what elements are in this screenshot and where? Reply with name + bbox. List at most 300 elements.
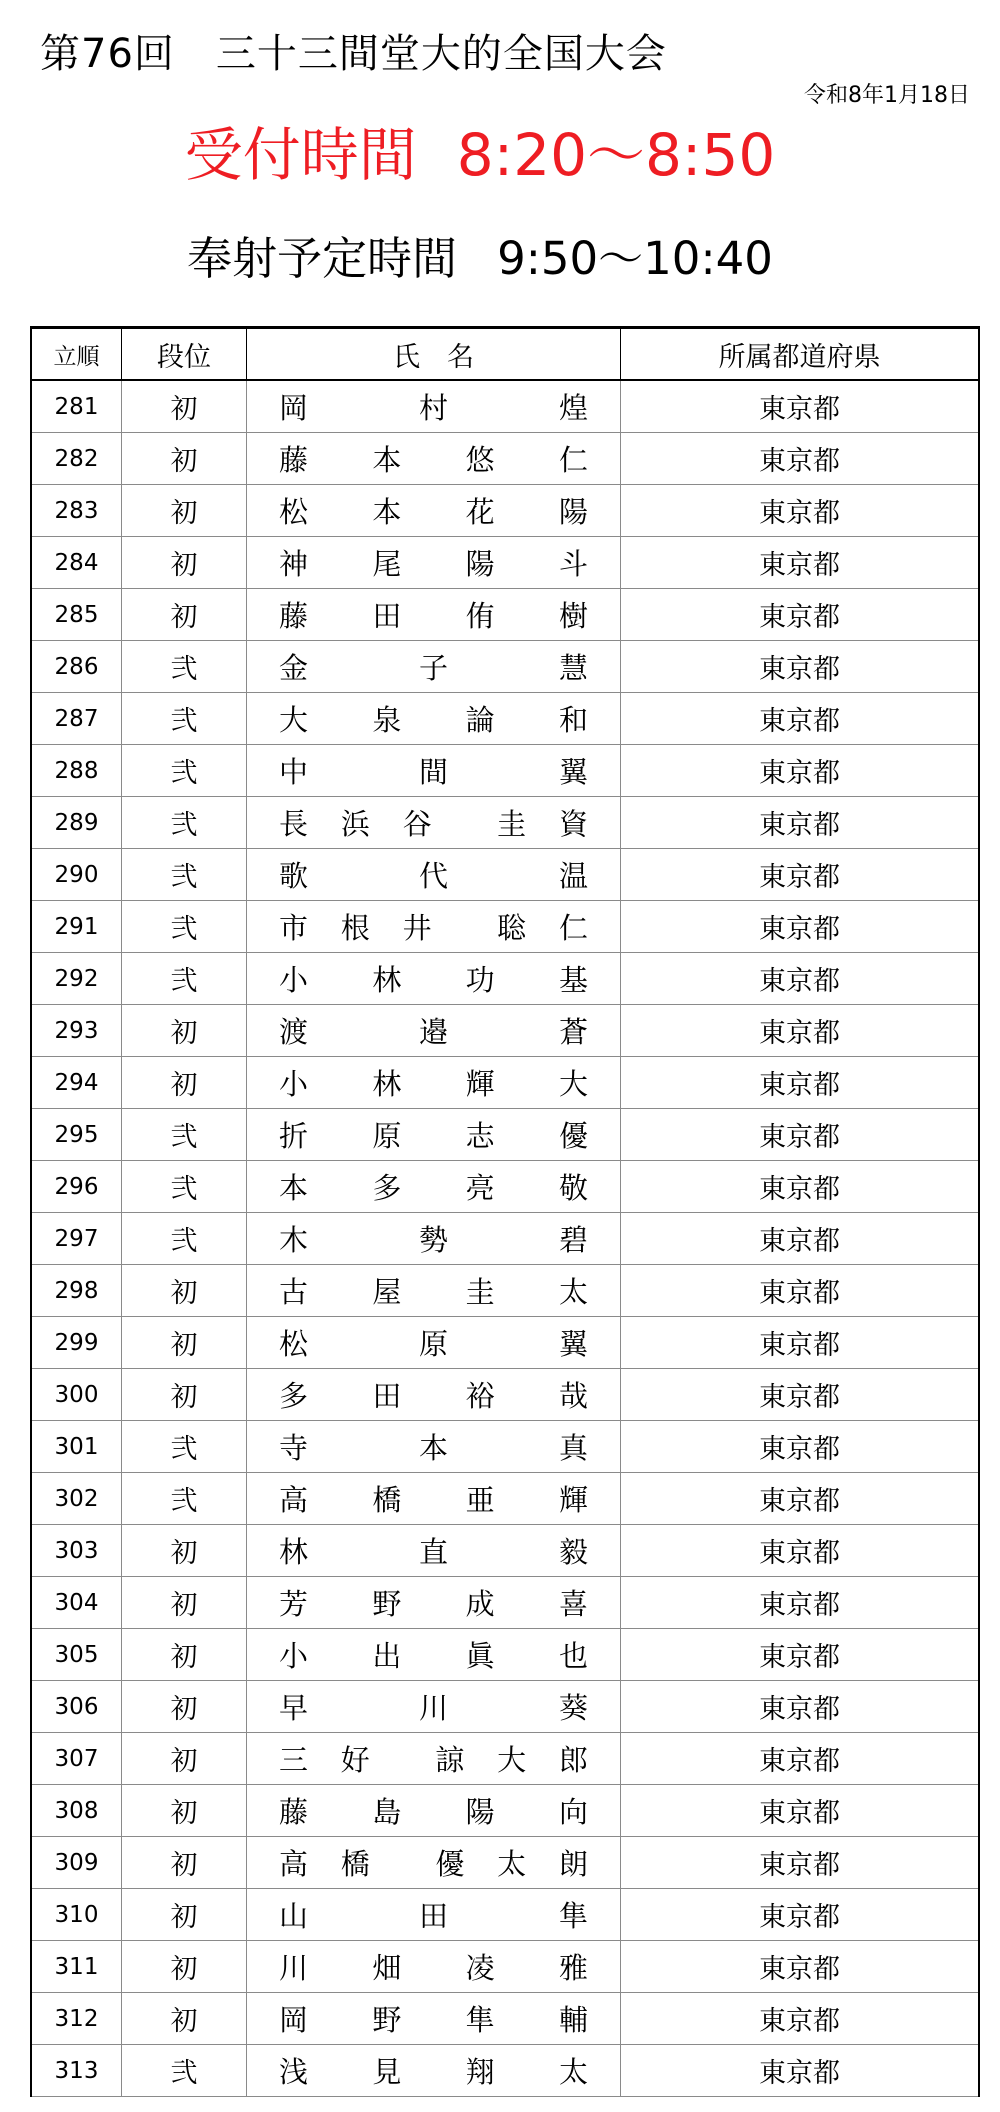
name-character: 金 (279, 651, 309, 685)
name-characters (279, 1421, 588, 1472)
name-cell (247, 589, 621, 641)
order-number-cell: 285 (31, 589, 122, 641)
name-cell (247, 1577, 621, 1629)
name-character: 樹 (558, 599, 588, 633)
participant-table (30, 326, 980, 2097)
prefecture-cell: 東京都 (621, 849, 980, 901)
name-character: 本 (372, 495, 402, 529)
prefecture-cell: 東京都 (621, 1369, 980, 1421)
prefecture-cell: 東京都 (621, 485, 980, 537)
name-cell (247, 485, 621, 537)
name-character: 尾 (372, 547, 402, 581)
name-character: 岡 (279, 2003, 309, 2037)
name-character: 敬 (558, 1171, 588, 1205)
name-cell (247, 1161, 621, 1213)
name-character: 田 (372, 1379, 402, 1413)
name-character: 太 (558, 2055, 588, 2089)
name-character: 輔 (558, 2003, 588, 2037)
name-character: 村 (418, 391, 448, 425)
order-number-cell: 286 (31, 641, 122, 693)
name-characters (279, 1681, 588, 1732)
name-character: 慧 (558, 651, 588, 685)
order-number-cell: 297 (31, 1213, 122, 1265)
prefecture-cell: 東京都 (621, 1733, 980, 1785)
name-character: 本 (418, 1431, 448, 1465)
name-cell (247, 1785, 621, 1837)
order-number-cell: 311 (31, 1941, 122, 1993)
rank-cell: 弐 (122, 693, 247, 745)
rank-cell: 初 (122, 1629, 247, 1681)
name-character: 芳 (279, 1587, 309, 1621)
rank-cell: 弐 (122, 1473, 247, 1525)
name-characters (279, 797, 588, 848)
name-characters (279, 849, 588, 900)
name-character: 泉 (372, 703, 402, 737)
order-number-cell: 298 (31, 1265, 122, 1317)
rank-cell: 初 (122, 589, 247, 641)
table-row (31, 1057, 979, 1109)
name-character: 長 (279, 807, 309, 841)
name-characters (279, 745, 588, 796)
order-number-cell: 302 (31, 1473, 122, 1525)
rank-cell: 初 (122, 1005, 247, 1057)
prefecture-cell: 東京都 (621, 1265, 980, 1317)
table-row (31, 953, 979, 1005)
rank-cell: 弐 (122, 1421, 247, 1473)
name-cell (247, 1057, 621, 1109)
name-character: 大 (279, 703, 309, 737)
name-character: 屋 (372, 1275, 402, 1309)
name-character: 仁 (558, 911, 588, 945)
name-character: 谷 (402, 807, 432, 841)
name-character: 代 (418, 859, 448, 893)
prefecture-cell: 東京都 (621, 1161, 980, 1213)
name-character: 子 (418, 651, 448, 685)
prefecture-cell: 東京都 (621, 537, 980, 589)
name-character: 裕 (465, 1379, 495, 1413)
rank-cell: 初 (122, 1057, 247, 1109)
name-characters (279, 1941, 588, 1992)
name-characters (279, 953, 588, 1004)
table-row (31, 1681, 979, 1733)
table-row (31, 1785, 979, 1837)
name-character: 陽 (558, 495, 588, 529)
name-character: 松 (279, 1327, 309, 1361)
rank-cell: 弐 (122, 1213, 247, 1265)
name-character: 歌 (279, 859, 309, 893)
table-row (31, 1993, 979, 2045)
name-character: 藤 (279, 599, 309, 633)
name-character: 太 (497, 1847, 527, 1881)
prefecture-cell: 東京都 (621, 589, 980, 641)
table-row (31, 1577, 979, 1629)
name-character: 隼 (558, 1899, 588, 1933)
order-number-cell: 307 (31, 1733, 122, 1785)
name-character: 高 (279, 1847, 309, 1881)
name-character: 畑 (372, 1951, 402, 1985)
name-cell (247, 1109, 621, 1161)
name-character: 輝 (465, 1067, 495, 1101)
name-cell (247, 380, 621, 433)
name-character: 碧 (558, 1223, 588, 1257)
table-row (31, 380, 979, 433)
name-cell (247, 1525, 621, 1577)
name-character: 原 (418, 1327, 448, 1361)
name-character: 哉 (558, 1379, 588, 1413)
table-row (31, 537, 979, 589)
name-character: 大 (558, 1067, 588, 1101)
rank-cell: 初 (122, 1733, 247, 1785)
prefecture-cell: 東京都 (621, 1785, 980, 1837)
name-cell (247, 1993, 621, 2045)
name-cell (247, 2045, 621, 2097)
name-character: 翼 (558, 1327, 588, 1361)
name-cell (247, 1213, 621, 1265)
name-cell (247, 1629, 621, 1681)
table-row (31, 901, 979, 953)
table-row (31, 485, 979, 537)
name-character: 和 (558, 703, 588, 737)
prefecture-cell: 東京都 (621, 1213, 980, 1265)
order-number-cell: 308 (31, 1785, 122, 1837)
rank-cell: 弐 (122, 849, 247, 901)
prefecture-cell: 東京都 (621, 1941, 980, 1993)
rank-cell: 初 (122, 1837, 247, 1889)
name-cell (247, 641, 621, 693)
name-cell (247, 1889, 621, 1941)
name-characters (279, 1577, 588, 1628)
name-character: 中 (279, 755, 309, 789)
order-number-cell: 303 (31, 1525, 122, 1577)
rank-cell: 弐 (122, 901, 247, 953)
rank-cell: 弐 (122, 1161, 247, 1213)
name-character: 松 (279, 495, 309, 529)
prefecture-cell: 東京都 (621, 1057, 980, 1109)
rank-cell: 弐 (122, 953, 247, 1005)
name-character: 川 (279, 1951, 309, 1985)
name-character: 多 (279, 1379, 309, 1413)
name-characters (279, 537, 588, 588)
order-number-cell: 313 (31, 2045, 122, 2097)
rank-cell: 初 (122, 1369, 247, 1421)
prefecture-cell: 東京都 (621, 693, 980, 745)
name-character: 郎 (558, 1743, 588, 1777)
name-characters (279, 1785, 588, 1836)
name-character: 花 (465, 495, 495, 529)
name-character: 小 (279, 1639, 309, 1673)
order-number-cell: 293 (31, 1005, 122, 1057)
order-number-cell: 299 (31, 1317, 122, 1369)
name-cell (247, 849, 621, 901)
order-number-cell: 300 (31, 1369, 122, 1421)
order-number-cell: 290 (31, 849, 122, 901)
name-character: 基 (558, 963, 588, 997)
name-cell (247, 1837, 621, 1889)
rank-cell: 初 (122, 537, 247, 589)
name-characters (279, 433, 588, 484)
name-character: 島 (372, 1795, 402, 1829)
order-number-cell: 305 (31, 1629, 122, 1681)
name-cell (247, 693, 621, 745)
name-cell (247, 1317, 621, 1369)
prefecture-cell: 東京都 (621, 1525, 980, 1577)
order-number-cell: 284 (31, 537, 122, 589)
name-cell (247, 1421, 621, 1473)
shooting-time-banner (0, 222, 1000, 287)
order-number-cell: 310 (31, 1889, 122, 1941)
rank-cell: 初 (122, 1785, 247, 1837)
rank-cell: 初 (122, 485, 247, 537)
table-row (31, 433, 979, 485)
name-character: 川 (418, 1691, 448, 1725)
prefecture-cell: 東京都 (621, 641, 980, 693)
name-cell (247, 953, 621, 1005)
reception-label: 受付時間 (184, 121, 417, 189)
order-number-cell: 309 (31, 1837, 122, 1889)
table-row (31, 849, 979, 901)
name-character: 翔 (465, 2055, 495, 2089)
order-number-cell: 295 (31, 1109, 122, 1161)
name-character: 也 (558, 1639, 588, 1673)
name-character: 早 (279, 1691, 309, 1725)
prefecture-cell: 東京都 (621, 1577, 980, 1629)
name-character: 橋 (372, 1483, 402, 1517)
name-characters (279, 1317, 588, 1368)
event-date: 令和8年1月18日 (804, 83, 970, 108)
table-row (31, 693, 979, 745)
name-character: 真 (558, 1431, 588, 1465)
prefecture-cell: 東京都 (621, 1473, 980, 1525)
name-character: 小 (279, 963, 309, 997)
table-row (31, 641, 979, 693)
name-character: 林 (372, 963, 402, 997)
rank-cell: 初 (122, 433, 247, 485)
name-character: 高 (279, 1483, 309, 1517)
name-character: 三 (279, 1743, 309, 1777)
name-characters (279, 1109, 588, 1160)
name-character: 見 (372, 2055, 402, 2089)
name-character: 凌 (465, 1951, 495, 1985)
name-character: 向 (558, 1795, 588, 1829)
order-number-cell: 306 (31, 1681, 122, 1733)
order-number-cell: 292 (31, 953, 122, 1005)
prefecture-cell: 東京都 (621, 953, 980, 1005)
name-characters (279, 1265, 588, 1316)
name-character: 原 (372, 1119, 402, 1153)
name-characters (279, 2045, 588, 2096)
name-character: 寺 (279, 1431, 309, 1465)
name-character: 間 (418, 755, 448, 789)
name-character: 論 (465, 703, 495, 737)
name-characters (279, 1889, 588, 1940)
name-character: 隼 (465, 2003, 495, 2037)
name-characters (279, 1993, 588, 2044)
name-character: 志 (465, 1119, 495, 1153)
name-character: 温 (558, 859, 588, 893)
table-row (31, 1629, 979, 1681)
rank-cell: 初 (122, 1941, 247, 1993)
name-character: 浜 (340, 807, 370, 841)
name-characters (279, 1369, 588, 1420)
order-number-cell: 291 (31, 901, 122, 953)
name-character: 蒼 (558, 1015, 588, 1049)
rank-cell: 弐 (122, 641, 247, 693)
name-character: 圭 (497, 807, 527, 841)
page-title: 第76回 三十三間堂大的全国大会 (40, 31, 667, 77)
name-character: 木 (279, 1223, 309, 1257)
name-character: 岡 (279, 391, 309, 425)
name-characters (279, 1005, 588, 1056)
rank-cell: 弐 (122, 745, 247, 797)
table-row (31, 1265, 979, 1317)
prefecture-cell: 東京都 (621, 901, 980, 953)
name-character: 田 (372, 599, 402, 633)
name-character: 亮 (465, 1171, 495, 1205)
table-row (31, 1317, 979, 1369)
name-character: 功 (465, 963, 495, 997)
name-characters (279, 1213, 588, 1264)
name-characters (279, 381, 588, 432)
name-character: 好 (340, 1743, 370, 1777)
rank-cell: 初 (122, 1577, 247, 1629)
name-cell (247, 537, 621, 589)
name-character: 山 (279, 1899, 309, 1933)
name-character: 井 (402, 911, 432, 945)
name-characters (279, 1473, 588, 1524)
name-character: 資 (558, 807, 588, 841)
prefecture-cell: 東京都 (621, 1421, 980, 1473)
rank-cell: 初 (122, 380, 247, 433)
name-character: 市 (279, 911, 309, 945)
name-character: 勢 (418, 1223, 448, 1257)
name-character: 林 (372, 1067, 402, 1101)
order-number-cell: 281 (31, 380, 122, 433)
name-character: 輝 (558, 1483, 588, 1517)
name-character: 侑 (465, 599, 495, 633)
name-character: 野 (372, 2003, 402, 2037)
table-row (31, 1213, 979, 1265)
name-character: 毅 (558, 1535, 588, 1569)
name-character: 出 (372, 1639, 402, 1673)
table-row (31, 589, 979, 641)
name-character: 煌 (558, 391, 588, 425)
table-row (31, 745, 979, 797)
name-character: 田 (418, 1899, 448, 1933)
prefecture-cell: 東京都 (621, 745, 980, 797)
name-character: 本 (372, 443, 402, 477)
name-character: 小 (279, 1067, 309, 1101)
name-character: 古 (279, 1275, 309, 1309)
prefecture-cell: 東京都 (621, 1005, 980, 1057)
order-number-cell: 312 (31, 1993, 122, 2045)
prefecture-cell: 東京都 (621, 380, 980, 433)
table-row (31, 1941, 979, 1993)
name-character: 根 (340, 911, 370, 945)
prefecture-cell: 東京都 (621, 1837, 980, 1889)
name-character: 陽 (465, 1795, 495, 1829)
prefecture-cell: 東京都 (621, 433, 980, 485)
name-cell (247, 797, 621, 849)
name-character: 翼 (558, 755, 588, 789)
name-character: 優 (558, 1119, 588, 1153)
rank-cell: 初 (122, 1681, 247, 1733)
name-character: 野 (372, 1587, 402, 1621)
table-row (31, 2045, 979, 2097)
prefecture-cell: 東京都 (621, 1889, 980, 1941)
name-cell (247, 433, 621, 485)
table-header-row (31, 328, 979, 381)
name-character: 太 (558, 1275, 588, 1309)
name-character: 直 (418, 1535, 448, 1569)
rank-cell: 初 (122, 1525, 247, 1577)
table-row (31, 1889, 979, 1941)
name-cell (247, 901, 621, 953)
name-characters (279, 1161, 588, 1212)
name-character: 多 (372, 1171, 402, 1205)
name-character: 邉 (418, 1015, 448, 1049)
rank-cell: 初 (122, 1993, 247, 2045)
name-character: 朗 (558, 1847, 588, 1881)
name-character: 橋 (340, 1847, 370, 1881)
order-number-cell: 283 (31, 485, 122, 537)
name-character: 成 (465, 1587, 495, 1621)
rank-cell: 初 (122, 1265, 247, 1317)
table-row (31, 1109, 979, 1161)
name-character: 諒 (435, 1743, 465, 1777)
name-character: 喜 (558, 1587, 588, 1621)
name-cell (247, 1473, 621, 1525)
name-character: 優 (435, 1847, 465, 1881)
name-characters (279, 1525, 588, 1576)
name-character: 悠 (465, 443, 495, 477)
table-row (31, 1369, 979, 1421)
rank-cell: 初 (122, 1317, 247, 1369)
name-characters (279, 1837, 588, 1888)
name-characters (279, 901, 588, 952)
rank-cell: 初 (122, 1889, 247, 1941)
name-cell (247, 1733, 621, 1785)
table-row (31, 1421, 979, 1473)
table-row (31, 1525, 979, 1577)
name-cell (247, 1681, 621, 1733)
order-number-cell: 294 (31, 1057, 122, 1109)
name-character: 葵 (558, 1691, 588, 1725)
name-cell (247, 745, 621, 797)
name-characters (279, 641, 588, 692)
name-characters (279, 1733, 588, 1784)
name-character: 藤 (279, 1795, 309, 1829)
column-header-prefecture: 所属都道府県 (621, 328, 980, 381)
order-number-cell: 304 (31, 1577, 122, 1629)
prefecture-cell: 東京都 (621, 1317, 980, 1369)
name-character: 神 (279, 547, 309, 581)
order-number-cell: 289 (31, 797, 122, 849)
name-characters (279, 485, 588, 536)
name-cell (247, 1005, 621, 1057)
table-row (31, 1733, 979, 1785)
table-row (31, 1837, 979, 1889)
table-row (31, 1161, 979, 1213)
name-character: 雅 (558, 1951, 588, 1985)
order-number-cell: 282 (31, 433, 122, 485)
name-character: 亜 (465, 1483, 495, 1517)
name-characters (279, 1629, 588, 1680)
rank-cell: 弐 (122, 797, 247, 849)
name-character: 聡 (497, 911, 527, 945)
name-characters (279, 1057, 588, 1108)
prefecture-cell: 東京都 (621, 1681, 980, 1733)
shooting-time: 9:50～10:40 (497, 232, 773, 285)
